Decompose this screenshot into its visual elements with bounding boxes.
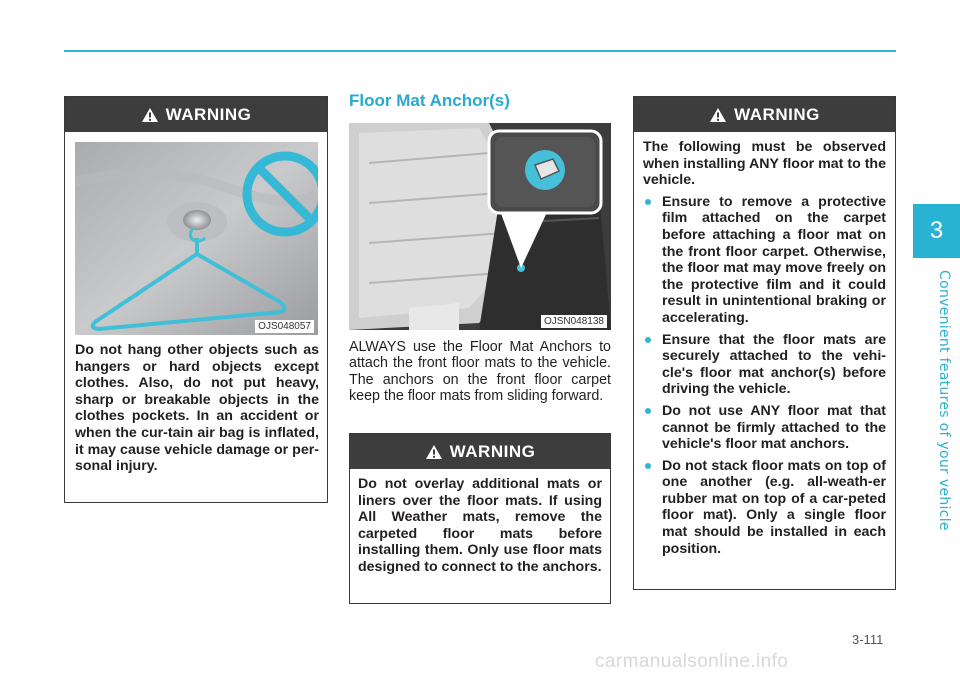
list-item-text: Ensure that the floor mats are securely attached to the vehi-cle's floor mat anchor(s) before driving the vehicle. (662, 331, 886, 398)
list-item (643, 332, 886, 398)
section-body: ALWAYS use the Floor Mat Anchors to attach the front floor mats to the vehicle. The anchors on the front floor carpet keep the floor mats from sliding forward. (349, 339, 611, 405)
list-item-text: Ensure to remove a protective film attached on the carpet before attaching a floor mat on the front floor carpet. Otherwise, the floor mat may move freely on the protective film and it could result in unintentional braking or accelerating. (662, 193, 886, 326)
warning-header (634, 97, 895, 132)
warning-title: WARNING (449, 441, 536, 461)
list-item (643, 194, 886, 327)
warning-header (350, 434, 610, 469)
warning-intro: The following must be observed when installing ANY floor mat to the vehicle. (643, 139, 886, 189)
warning-triangle-icon (141, 107, 159, 123)
warning-title: WARNING (165, 104, 252, 124)
section-title: Floor Mat Anchor(s) (349, 91, 510, 110)
warning-content (643, 139, 886, 557)
figure-code: OJSN048138 (541, 315, 607, 328)
bullet-icon (645, 199, 651, 205)
hanger-warning-text: Do not hang other objects such as hangers or hard objects except clothes. Also, do not put heavy, sharp or breakable objects in the clothes pockets. In an accident or when the cur-tain air bag is inflated, it may cause vehicle damage or per-sonal injury. (75, 342, 319, 475)
bullet-icon (645, 463, 651, 469)
warning-triangle-icon (425, 444, 443, 460)
bullet-icon (645, 408, 651, 414)
bullet-icon (645, 337, 651, 343)
mat-overlay-warning-text: Do not overlay additional mats or liners over the floor mats. If using All Weather mats, remove the carpeted floor mats before installing them. Only use floor mats designed to connect to the anchors. (358, 476, 602, 575)
warning-title: WARNING (734, 104, 820, 124)
list-item (643, 458, 886, 558)
figure-code: OJS048057 (255, 320, 314, 333)
footer-watermark: carmanualsonline.info (595, 651, 789, 672)
warning-triangle-icon (709, 107, 727, 123)
warning-header (65, 97, 327, 132)
top-rule (64, 50, 896, 52)
list-item (643, 403, 886, 453)
floor-mat-anchor-figure (349, 123, 611, 330)
hanger-figure (75, 142, 318, 335)
chapter-title: Convenient features of your vehicle (936, 270, 952, 531)
floor-mat-illustration (349, 123, 611, 330)
chapter-tab: 3 (913, 204, 960, 258)
list-item-text: Do not use ANY floor mat that cannot be firmly attached to the vehicle's floor mat anchors. (662, 402, 886, 453)
page-number: 3-111 (852, 632, 884, 647)
mat-overlay-warning-box (349, 433, 611, 604)
warning-list (643, 194, 886, 557)
list-item-text: Do not stack floor mats on top of one another (e.g. all-weath-er rubber mat on top of a car-peted floor mat). Only a single floor mat should be installed in each position. (662, 457, 886, 557)
hanger-illustration (75, 142, 318, 335)
hanger-warning-box (64, 96, 328, 503)
floor-mat-install-warning-box (633, 96, 896, 590)
